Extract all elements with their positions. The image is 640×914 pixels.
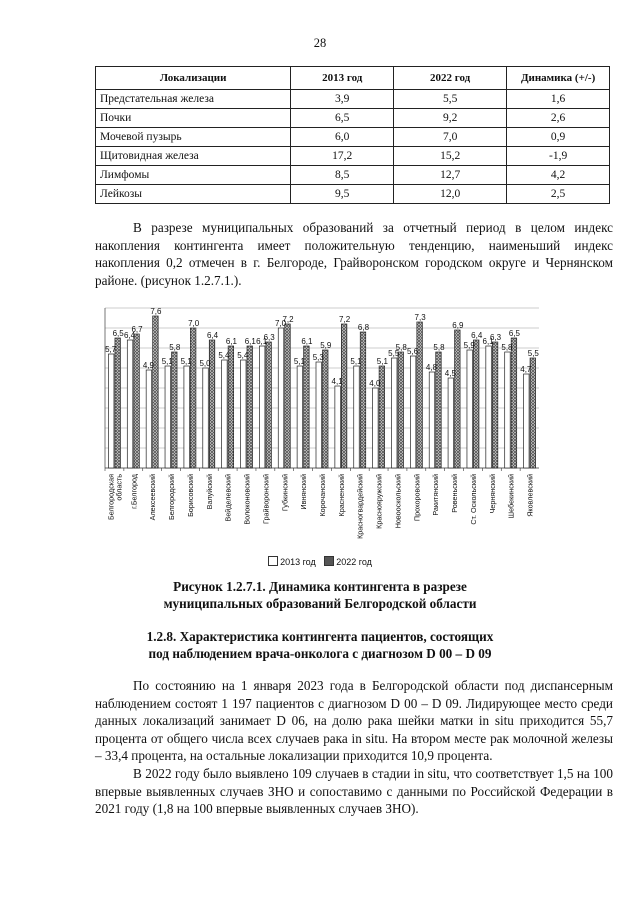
bar-2013	[410, 356, 416, 468]
bar-2022	[341, 324, 347, 468]
table-cell-value: -1,9	[507, 147, 610, 166]
data-label-2013: 7,0	[274, 319, 287, 328]
data-label-2013: 5,1	[293, 357, 305, 366]
data-label-2022: 5,5	[527, 349, 539, 358]
category-label: Белгородский	[167, 474, 177, 520]
data-label-2013: 5,1	[161, 357, 173, 366]
bar-2022	[134, 334, 140, 468]
table-cell-value: 1,6	[507, 90, 610, 109]
table-cell-value: 3,9	[291, 90, 394, 109]
data-label-2013: 5,5	[388, 349, 400, 358]
table-cell-value: 12,0	[394, 185, 507, 204]
data-label-2013: 5,7	[105, 345, 117, 354]
figure-caption-line1: Рисунок 1.2.7.1. Динамика контингента в разрезе	[173, 579, 467, 594]
legend-label-2022: 2022 год	[336, 557, 372, 567]
table-row	[96, 185, 610, 204]
bar-2022	[360, 332, 366, 468]
table-cell-value: 17,2	[291, 147, 394, 166]
section-heading	[0, 628, 640, 662]
bar-2013	[184, 366, 190, 468]
data-label-2013: 4,8	[425, 363, 438, 372]
bar-2022	[228, 346, 234, 468]
bar-2013	[429, 372, 435, 468]
bar-2013	[297, 366, 303, 468]
table-cell-value: 5,5	[394, 90, 507, 109]
table-cell-name: Щитовидная железа	[96, 147, 291, 166]
data-label-2022: 5,8	[169, 343, 181, 352]
data-label-2022: 7,2	[339, 315, 351, 324]
data-label-2013: 6,1	[256, 337, 268, 346]
table-cell-value: 4,2	[507, 166, 610, 185]
data-label-2013: 4,0	[369, 379, 381, 388]
paragraph-in-situ-2022: В 2022 году было выявлено 109 случаев в стадии in situ, что соответствует 1,5 на 100 впервые выявленных случаев ЗНО и сопоставимо с данными по Российской Федерации в 2021 году (1,8 на 100 впервые выявленных случаев ЗНО).	[95, 766, 613, 816]
table-row	[96, 90, 610, 109]
data-label-2022: 6,4	[471, 331, 483, 340]
data-label-2022: 7,6	[150, 307, 162, 316]
category-label: Краснояружский	[374, 474, 384, 529]
data-label-2022: 6,1	[244, 337, 256, 346]
page-number: 28	[313, 36, 327, 50]
category-label: Ст. Оскольский	[468, 474, 478, 525]
data-label-2013: 5,6	[407, 347, 419, 356]
bar-2022	[492, 342, 498, 468]
bar-2022	[511, 338, 517, 468]
category-label: Ивнянский	[299, 474, 309, 510]
data-label-2013: 5,4	[218, 351, 230, 360]
bar-2013	[259, 346, 265, 468]
data-label-2022: 6,5	[112, 329, 124, 338]
data-label-2013: 4,7	[520, 365, 532, 374]
bar-2013	[203, 368, 209, 468]
data-label-2013: 5,8	[501, 343, 513, 352]
table-cell-value: 2,5	[507, 185, 610, 204]
data-label-2013: 5,0	[199, 359, 211, 368]
bar-2022	[172, 352, 178, 468]
data-label-2022: 6,9	[452, 321, 464, 330]
category-label: Губкинский	[280, 474, 290, 512]
bar-2013	[241, 360, 247, 468]
bar-2022	[455, 330, 461, 468]
bar-2013	[505, 352, 511, 468]
section-heading-line2: под наблюдением врача-онколога с диагнозом D 00 – D 09	[148, 646, 492, 661]
category-label: Чернянский	[487, 474, 497, 514]
table-header-row	[96, 67, 610, 90]
data-label-2013: 5,3	[312, 353, 324, 362]
bar-2013	[467, 350, 473, 468]
table-row	[96, 166, 610, 185]
data-label-2022: 7,3	[414, 313, 426, 322]
figure-caption	[0, 578, 640, 612]
table-cell-name: Предстательная железа	[96, 90, 291, 109]
header-2022: 2022 год	[394, 67, 507, 90]
category-label: Алексеевский	[148, 474, 158, 521]
table-cell-value: 8,5	[291, 166, 394, 185]
table-row	[96, 147, 610, 166]
data-label-2022: 5,8	[395, 343, 407, 352]
table-cell-value: 6,0	[291, 128, 394, 147]
bar-2013	[316, 362, 322, 468]
bar-2013	[108, 354, 114, 468]
paragraph-index-trend: В разрезе муниципальных образований за отчетный период в целом индекс накопления контингента имеет положительную тенденцию, наименьший индекс накопления 0,2 отмечен в г. Белгороде, Грайворонском городском округе и Чернянском районе. (рисунок 1.2.7.1.).	[95, 220, 613, 288]
bar-2013	[486, 346, 492, 468]
bar-2022	[247, 346, 253, 468]
category-label: Ракитянский	[431, 474, 441, 516]
category-label: Красногвардейский	[355, 474, 365, 539]
data-label-2022: 5,1	[376, 357, 388, 366]
data-label-2013: 5,1	[350, 357, 362, 366]
bar-2022	[398, 352, 404, 468]
category-label: Валуйский	[204, 474, 214, 510]
data-label-2022: 6,8	[357, 323, 370, 332]
bar-2022	[530, 358, 536, 468]
localization-table	[95, 66, 610, 204]
table-cell-value: 12,7	[394, 166, 507, 185]
data-label-2022: 6,3	[490, 333, 502, 342]
header-localization: Локализации	[96, 67, 291, 90]
bar-2013	[354, 366, 360, 468]
data-label-2013: 5,1	[180, 357, 192, 366]
bar-2022	[190, 328, 196, 468]
data-label-2013: 6,4	[123, 331, 136, 340]
category-label: Корочанский	[318, 474, 327, 517]
bar-2013	[146, 370, 152, 468]
data-label-2013: 4,5	[444, 369, 456, 378]
data-label-2022: 6,1	[301, 337, 313, 346]
bar-2013	[391, 358, 397, 468]
table-cell-value: 0,9	[507, 128, 610, 147]
category-label: Прохоровский	[412, 474, 422, 522]
bar-2022	[285, 324, 291, 468]
chart-legend	[0, 556, 640, 567]
data-label-2013: 5,4	[237, 351, 249, 360]
header-dynamics: Динамика (+/-)	[507, 67, 610, 90]
figure-caption-line2: муниципальных образований Белгородской области	[163, 596, 477, 611]
section-heading-line1: 1.2.8. Характеристика контингента пациентов, состоящих	[146, 629, 494, 644]
data-label-2013: 4,1	[331, 377, 343, 386]
data-label-2013: 6,1	[482, 337, 494, 346]
bar-2022	[323, 350, 329, 468]
data-label-2022: 6,1	[225, 337, 237, 346]
data-label-2013: 5,9	[463, 341, 475, 350]
data-label-2013: 4,9	[142, 361, 154, 370]
category-label: Грайворонский	[261, 474, 271, 524]
category-label: г.Белгород	[129, 474, 139, 509]
header-2013: 2013 год	[291, 67, 394, 90]
bar-2013	[127, 340, 133, 468]
paragraph-in-situ-stats: По состоянию на 1 января 2023 года в Белгородской области под диспансерным наблюдением состоят 1 197 пациентов с диагнозом D 00 – D 09. Лидирующее место среди данных локализаций занимает D 06, на долю рака шейки матки in situ приходится 55,7 процента от общего числа всех случаев рака in situ. На втором месте рак молочной железы – 33,4 процента, на остальные локализации приходится 10,9 процента.	[95, 678, 613, 763]
table-row	[96, 128, 610, 147]
table-cell-name: Лимфомы	[96, 166, 291, 185]
table-cell-value: 9,5	[291, 185, 394, 204]
data-label-2022: 6,5	[508, 329, 521, 338]
category-label: Вейделевский	[223, 474, 233, 522]
legend-swatch-2013	[268, 556, 278, 566]
category-label: Шебекинский	[506, 474, 516, 519]
legend-item-2022	[324, 556, 372, 567]
data-label-2022: 7,0	[188, 319, 200, 328]
category-label: Ровеньский	[450, 474, 460, 513]
bar-2013	[165, 366, 171, 468]
table-cell-value: 7,0	[394, 128, 507, 147]
table-cell-value: 15,2	[394, 147, 507, 166]
table-cell-value: 2,6	[507, 109, 610, 128]
bar-2022	[153, 316, 159, 468]
category-label: Новооскольский	[393, 474, 403, 529]
category-label: Борисовский	[185, 474, 195, 517]
bar-2013	[448, 378, 454, 468]
category-label: Волоконовский	[242, 474, 252, 525]
bar-2013	[335, 386, 341, 468]
bar-2013	[524, 374, 530, 468]
legend-item-2013	[268, 556, 316, 567]
category-label: область	[114, 474, 124, 501]
data-label-2022: 5,9	[320, 341, 332, 350]
table-row	[96, 109, 610, 128]
bar-2013	[373, 388, 379, 468]
bar-2022	[266, 342, 272, 468]
bar-2022	[473, 340, 479, 468]
table-cell-value: 6,5	[291, 109, 394, 128]
legend-label-2013: 2013 год	[280, 557, 316, 567]
data-label-2022: 6,7	[131, 325, 143, 334]
bar-2022	[417, 322, 423, 468]
category-label: Яковлевский	[525, 474, 535, 517]
table-cell-name: Лейкозы	[96, 185, 291, 204]
data-label-2022: 6,3	[263, 333, 275, 342]
table-cell-name: Почки	[96, 109, 291, 128]
data-label-2022: 6,4	[206, 331, 219, 340]
bar-2013	[278, 328, 284, 468]
data-label-2022: 5,8	[433, 343, 445, 352]
category-label: Белгородская	[106, 474, 116, 520]
legend-swatch-2022	[324, 556, 334, 566]
data-label-2022: 7,2	[282, 315, 294, 324]
bar-2022	[115, 338, 121, 468]
table-cell-name: Мочевой пузырь	[96, 128, 291, 147]
table-cell-value: 9,2	[394, 109, 507, 128]
bar-2013	[222, 360, 228, 468]
category-label: Красненский	[336, 474, 346, 517]
contingent-chart	[95, 302, 545, 552]
